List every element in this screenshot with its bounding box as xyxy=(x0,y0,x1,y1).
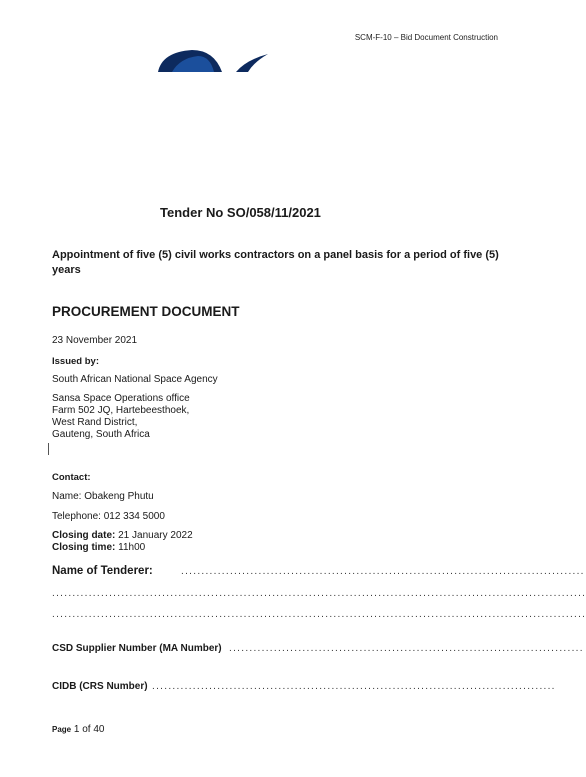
tenderer-name-label: Name of Tenderer: xyxy=(52,565,153,577)
closing-date-label: Closing date: xyxy=(52,530,116,541)
tenderer-name-line[interactable]: ................................................................................................................................... xyxy=(52,588,586,599)
issue-date: 23 November 2021 xyxy=(52,335,138,346)
csd-number-line[interactable]: ....................................................................................... xyxy=(229,643,584,654)
text-cursor xyxy=(48,443,49,455)
cidb-number-label: CIDB (CRS Number) xyxy=(52,681,148,692)
closing-details xyxy=(52,530,193,554)
contact-telephone: Telephone: 012 334 5000 xyxy=(52,511,165,522)
page-footer xyxy=(52,724,104,735)
document-reference: SCM-F-10 – Bid Document Construction xyxy=(354,33,498,42)
closing-time-label: Closing time: xyxy=(52,542,116,553)
agency-address xyxy=(52,393,190,441)
tenderer-name-line[interactable]: ................................................................................................................................... xyxy=(52,609,586,620)
tender-number: Tender No SO/058/11/2021 xyxy=(160,205,321,220)
cidb-number-line[interactable]: ................................................................................................... xyxy=(152,681,556,692)
page-word: Page xyxy=(52,725,72,734)
closing-time xyxy=(52,542,193,554)
issued-by-label: Issued by: xyxy=(52,356,99,367)
address-line: Gauteng, South Africa xyxy=(52,429,150,440)
address-line: Farm 502 JQ, Hartebeesthoek, xyxy=(52,405,190,416)
address-line: Sansa Space Operations office xyxy=(52,393,190,404)
document-title: PROCUREMENT DOCUMENT xyxy=(52,304,240,319)
csd-number-label: CSD Supplier Number (MA Number) xyxy=(52,643,222,654)
address-line: West Rand District, xyxy=(52,417,138,428)
sansa-logo-icon xyxy=(150,50,270,72)
page-number: 1 of 40 xyxy=(71,724,105,735)
closing-time-value: 11h00 xyxy=(115,542,146,553)
closing-date-value: 21 January 2022 xyxy=(115,530,193,541)
tenderer-name-line[interactable]: ................................................................................................... xyxy=(181,566,585,577)
issuing-agency: South African National Space Agency xyxy=(52,374,218,385)
contact-label: Contact: xyxy=(52,472,91,483)
contact-name: Name: Obakeng Phutu xyxy=(52,491,154,502)
closing-date xyxy=(52,530,193,542)
tender-description: Appointment of five (5) civil works contractors on a panel basis for a period of five (5) years xyxy=(52,249,499,276)
